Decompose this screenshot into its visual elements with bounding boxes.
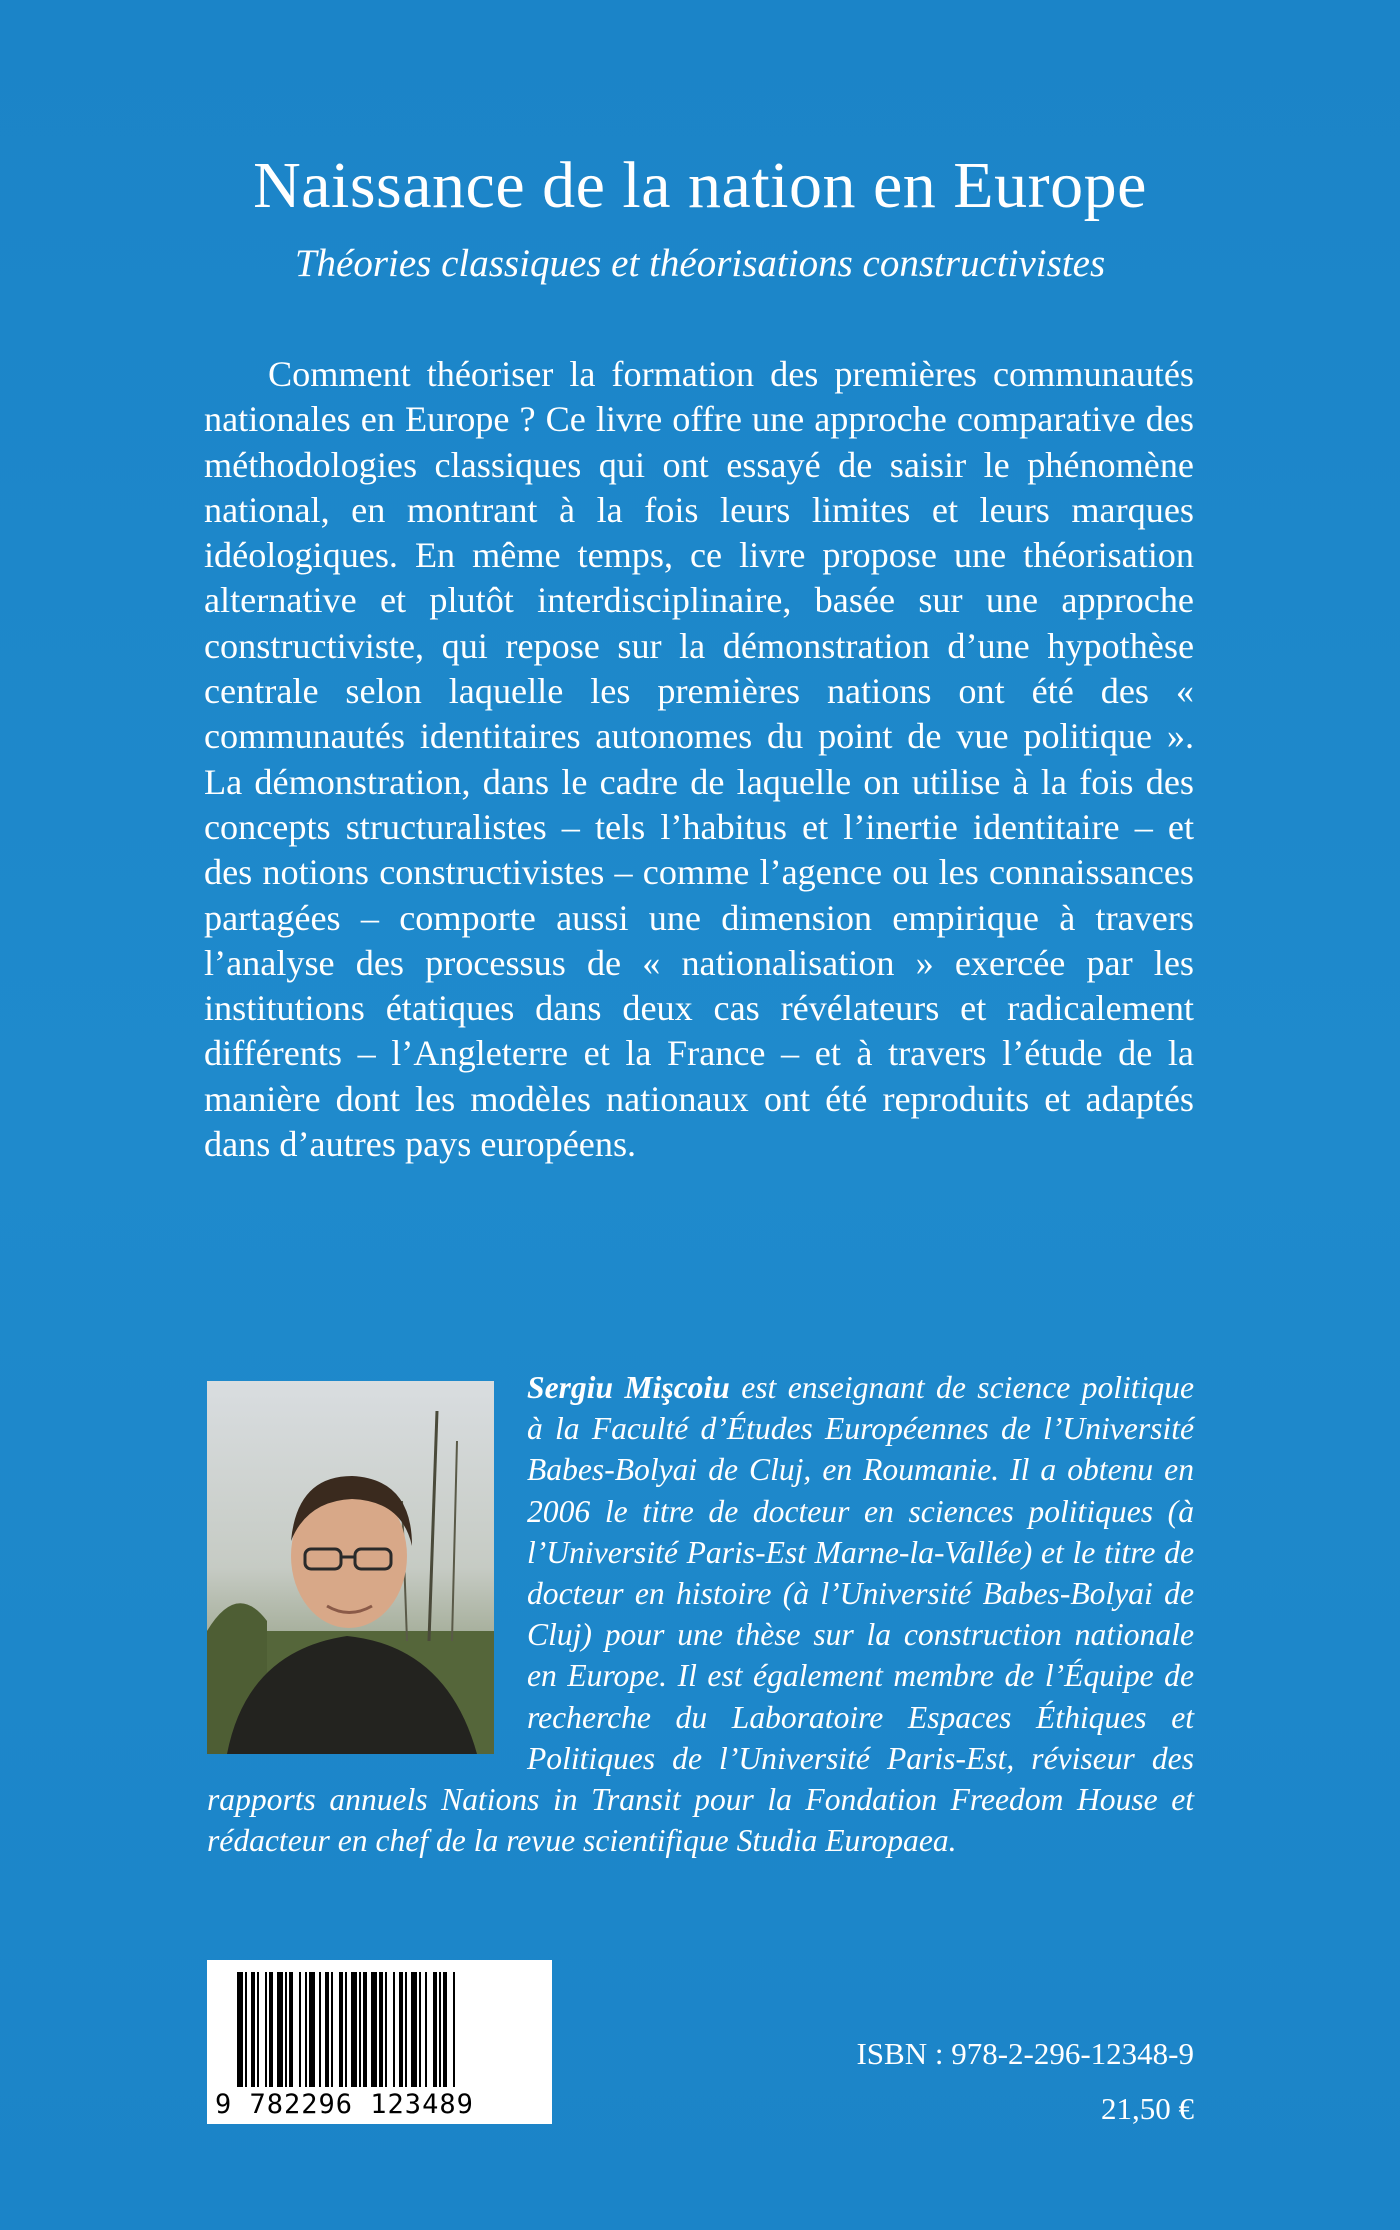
barcode: [207, 1960, 552, 2124]
book-title: Naissance de la nation en Europe: [253, 149, 1147, 222]
price: 21,50 €: [1101, 2091, 1194, 2126]
book-subtitle: Théories classiques et théorisations constructivistes: [294, 242, 1106, 285]
author-name: Sergiu Mişcoiu: [527, 1370, 730, 1405]
author-bio-text: est enseignant de science politique à la Faculté d’Études Européennes de l’Université Babes-Bolyai de Cluj, en Roumanie. Il a obtenu en 2006 le titre de docteur en sciences politiques (à l’Université Paris-Est Marne-la-Vallée) et le titre de docteur en histoire (à l’Université Babes-Bolyai de Cluj) pour une thèse sur la construction nationale en Europe. Il est également membre de l’Équipe de recherche du Laboratoire Espaces Éthiques et Politiques de l’Université Paris-Est, réviseur des rapports annuels Nations in Transit pour la Fondation Freedom House et rédacteur en chef de la revue scientifique Studia Europaea.: [207, 1370, 1194, 1859]
author-bio: [207, 1367, 1194, 1861]
photo-wrap-space: [207, 1367, 527, 1771]
barcode-digits: 9 782296 123489: [215, 2089, 474, 2120]
isbn: ISBN : 978-2-296-12348-9: [856, 2036, 1194, 2071]
blurb-text: Comment théoriser la formation des premières communautés nationales en Europe ? Ce livre offre une approche comparative des méthodologies classiques qui ont essayé de saisir le phénomène national, en montrant à la fois leurs limites et leurs marques idéologiques. En même temps, ce livre propose une théorisation alternative et plutôt interdisciplinaire, basée sur une approche constructiviste, qui repose sur la démonstration d’une hypothèse centrale selon laquelle les premières nations ont été des « communautés identitaires autonomes du point de vue politique ». La démonstration, dans le cadre de laquelle on utilise à la fois des concepts structuralistes – tels l’habitus et l’inertie identitaire – et des notions constructivistes – comme l’agence ou les connaissances partagées – comporte aussi une dimension empirique à travers l’analyse des processus de « nationalisation » exercée par les institutions étatiques dans deux cas révélateurs et radicalement différents – l’Angleterre et la France – et à travers l’étude de la manière dont les modèles nationaux ont été reproduits et adaptés dans d’autres pays européens.: [204, 354, 1194, 1165]
